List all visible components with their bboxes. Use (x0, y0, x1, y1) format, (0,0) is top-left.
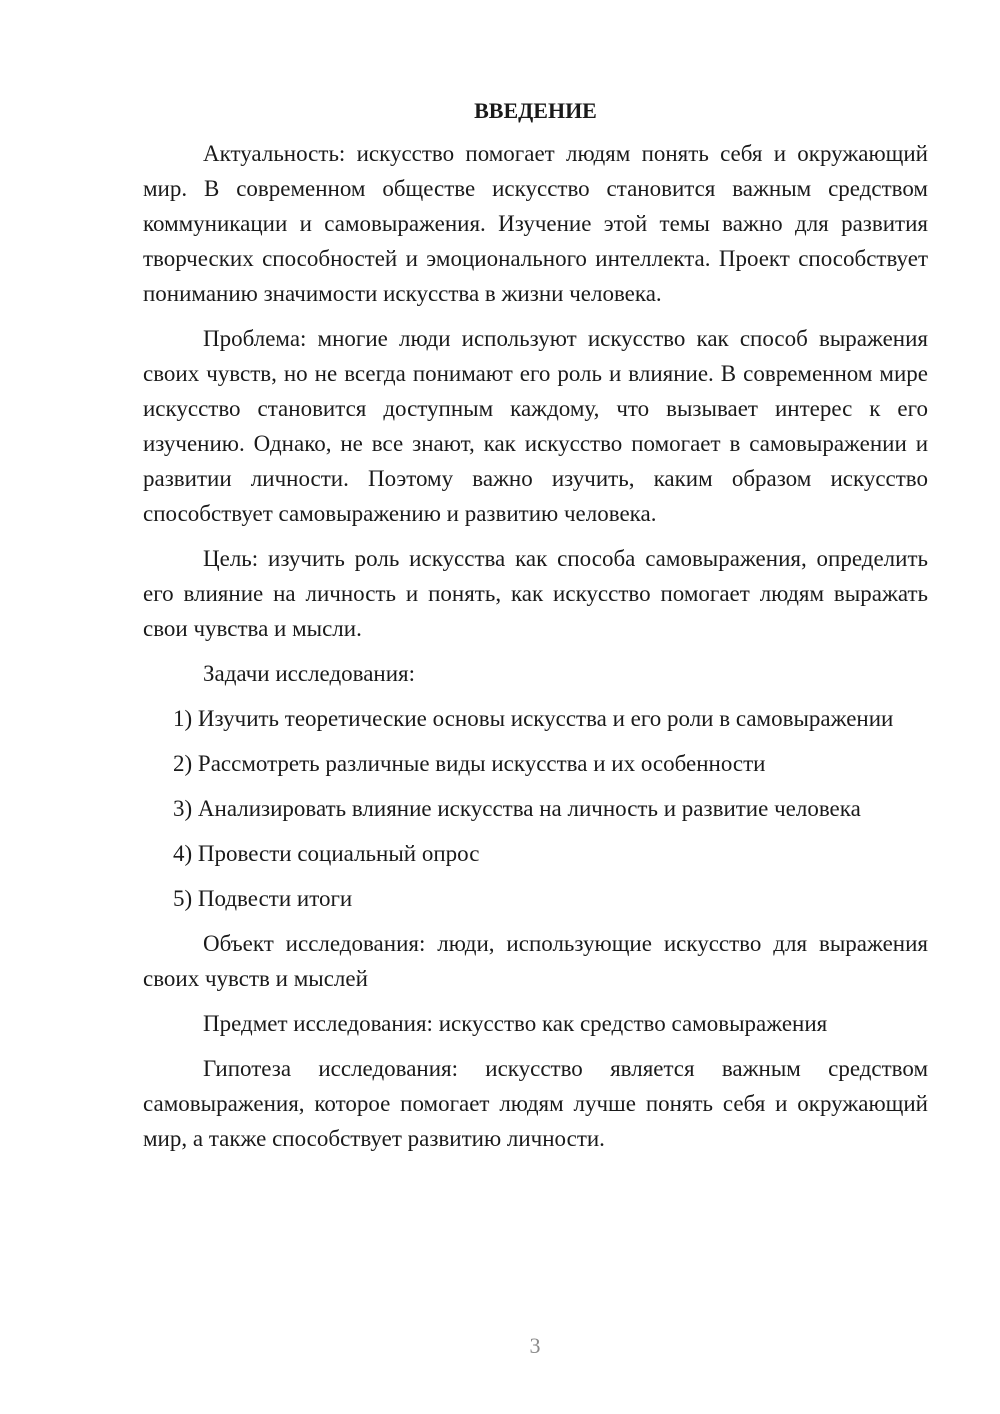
subject-paragraph: Предмет исследования: искусство как средство самовыражения (203, 1011, 828, 1036)
task-item-5: 5) Подвести итоги (173, 886, 353, 911)
task-item-1: 1) Изучить теоретические основы искусства и его роли в самовыражении (173, 706, 894, 731)
task-item-4: 4) Провести социальный опрос (173, 841, 480, 866)
object-paragraph: Объект исследования: люди, использующие искусство для выражения своих чувств и мыслей (143, 931, 928, 991)
task-item-3: 3) Анализировать влияние искусства на личность и развитие человека (173, 796, 861, 821)
tasks-heading: Задачи исследования: (203, 661, 416, 686)
task-item-2: 2) Рассмотреть различные виды искусства и их особенности (173, 751, 766, 776)
goal-paragraph: Цель: изучить роль искусства как способа самовыражения, определить его влияние на личность и понять, как искусство помогает людям выражать свои чувства и мысли. (143, 546, 928, 641)
page-number: 3 (529, 1333, 541, 1358)
hypothesis-paragraph: Гипотеза исследования: искусство является важным средством самовыражения, которое помогает людям лучше понять себя и окружающий мир, а также способствует развитию личности. (143, 1056, 928, 1151)
problem-paragraph: Проблема: многие люди используют искусство как способ выражения своих чувств, но не всегда понимают его роль и влияние. В современном мире искусство становится доступным каждому, что вызывает интерес к его изучению. Однако, не все знают, как искусство помогает в самовыражении и развитии личности. Поэтому важно изучить, каким образом искусство способствует самовыражению и развитию человека. (143, 326, 928, 526)
relevance-paragraph: Актуальность: искусство помогает людям понять себя и окружающий мир. В современном обществе искусство становится важным средством коммуникации и самовыражения. Изучение этой темы важно для развития творческих способностей и эмоционального интеллекта. Проект способствует пониманию значимости искусства в жизни человека. (143, 141, 928, 306)
section-title: ВВЕДЕНИЕ (474, 98, 597, 123)
page-content (143, 94, 928, 1166)
